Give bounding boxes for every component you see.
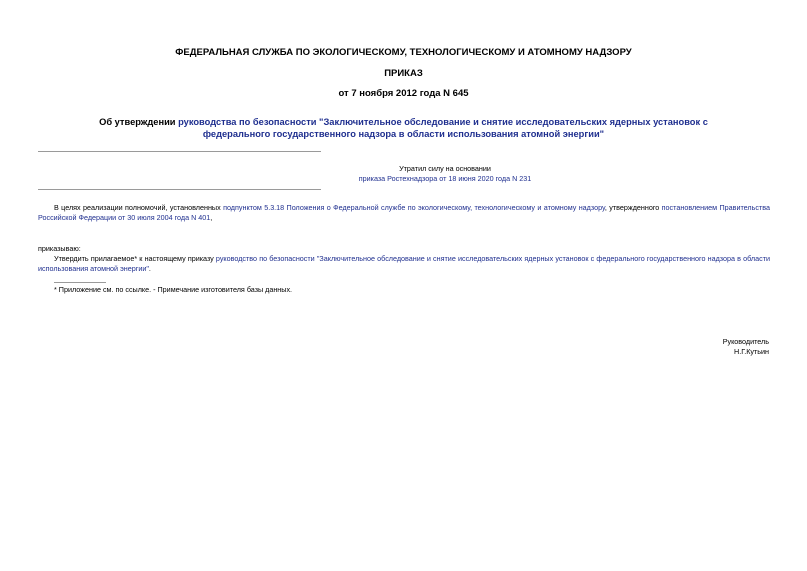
- order-word: приказываю:: [38, 244, 81, 253]
- preamble-link-1[interactable]: подпунктом 5.3.18 Положения о Федеральной службе по экологическому, технологическому и атомному надзору: [223, 203, 605, 212]
- rule-status: [38, 189, 321, 190]
- preamble-paragraph: [38, 203, 770, 223]
- preamble-text-1: В целях реализации полномочий, установленных: [54, 203, 224, 212]
- doc-type-heading: ПРИКАЗ: [384, 68, 423, 79]
- status-line: Утратил силу на основании: [399, 164, 491, 173]
- title-prefix: Об утверждении: [99, 117, 179, 127]
- signature-block: [723, 337, 769, 357]
- agency-heading: ФЕДЕРАЛЬНАЯ СЛУЖБА ПО ЭКОЛОГИЧЕСКОМУ, ТЕХНОЛОГИЧЕСКОМУ И АТОМНОМУ НАДЗОРУ: [175, 47, 632, 58]
- footnote: * Приложение см. по ссылке. - Примечание изготовителя базы данных.: [54, 285, 293, 294]
- preamble-text-2: , утвержденного: [604, 203, 662, 212]
- clause-text-1: Утвердить прилагаемое* к настоящему приказу: [54, 254, 216, 263]
- signature-position: Руководитель: [722, 337, 769, 346]
- doc-date-number: от 7 ноября 2012 года N 645: [338, 88, 469, 99]
- footnote-rule: [54, 282, 106, 283]
- document-title: [70, 116, 737, 140]
- rule-top: [38, 151, 321, 152]
- clause-link[interactable]: руководство по безопасности "Заключительное обследование и снятие исследовательских ядерных установок с федерального государственного надзора в области использования атомной энергии": [38, 254, 771, 273]
- status-note: [290, 164, 600, 184]
- clause-text-2: .: [148, 264, 151, 273]
- preamble-text-3: ,: [210, 213, 213, 222]
- signature-name: Н.Г.Кутьин: [734, 347, 769, 356]
- preamble-link-2[interactable]: постановлением Правительства Российской Федерации от 30 июля 2004 года N 401: [38, 203, 770, 222]
- title-link[interactable]: руководства по безопасности "Заключительное обследование и снятие исследовательских ядерных установок с федерального государственного надзора в области использования атомной энергии": [178, 117, 708, 139]
- status-link[interactable]: приказа Ростехнадзора от 18 июня 2020 года N 231: [358, 174, 532, 183]
- clause-paragraph: [38, 254, 770, 274]
